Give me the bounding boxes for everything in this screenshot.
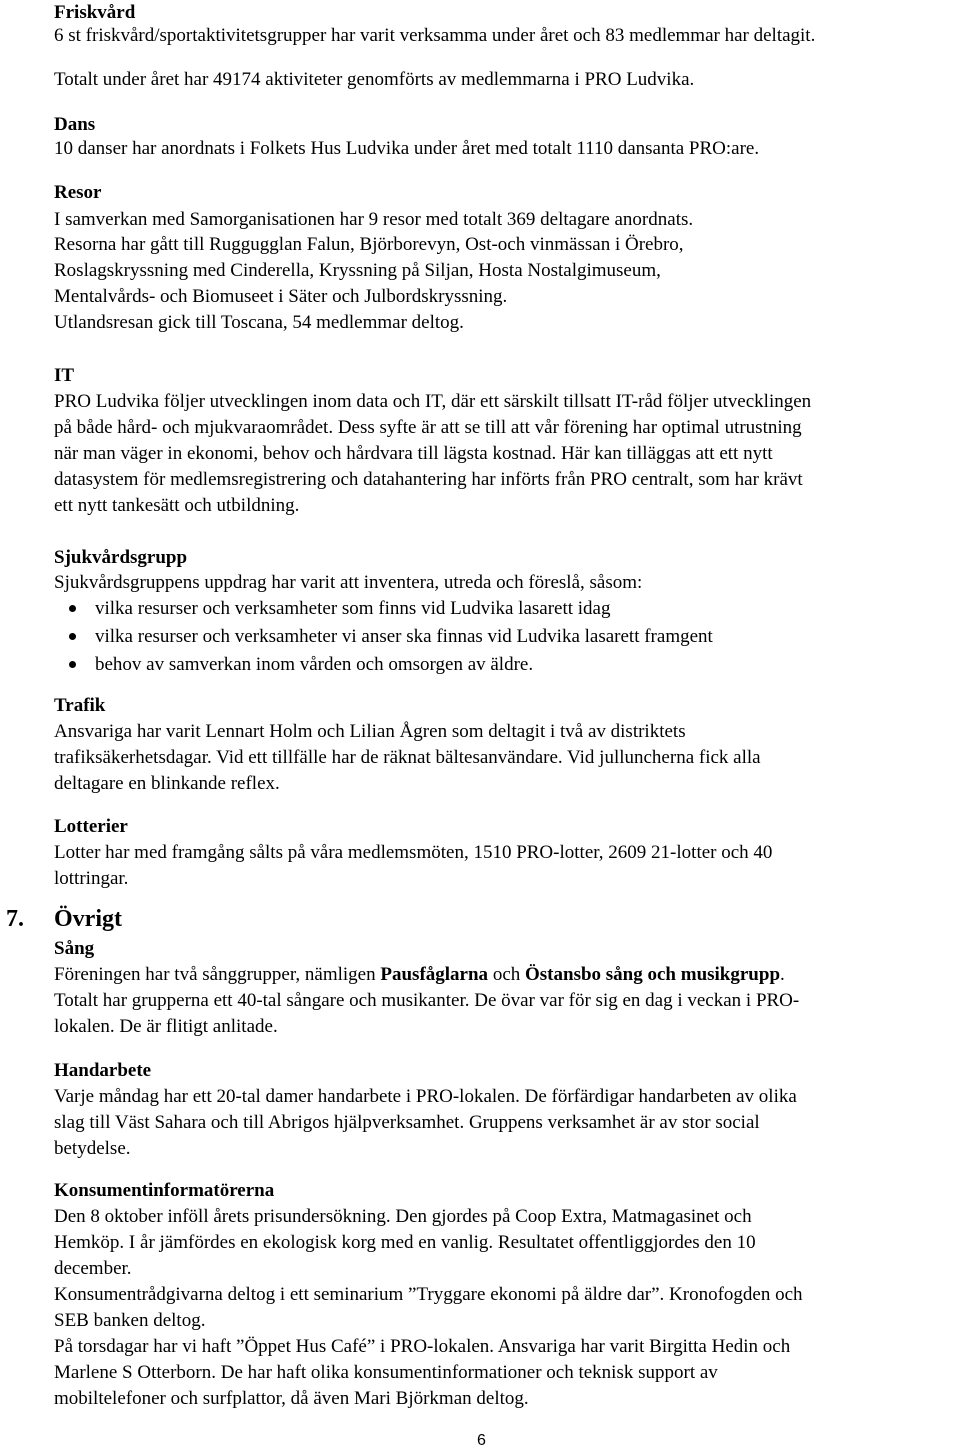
paragraph-line: december. xyxy=(54,1258,132,1279)
paragraph-line: Utlandsresan gick till Toscana, 54 medlemmar deltog. xyxy=(54,312,464,333)
paragraph-line: Marlene S Otterborn. De har haft olika konsumentinformationer och teknisk support av xyxy=(54,1362,718,1383)
text-run: Föreningen har två sånggrupper, nämligen xyxy=(54,964,381,985)
paragraph-line: Ansvariga har varit Lennart Holm och Lilian Ågren som deltagit i två av distriktets xyxy=(54,721,686,742)
paragraph-line: Roslagskryssning med Cinderella, Kryssning på Siljan, Hosta Nostalgimuseum, xyxy=(54,260,661,281)
paragraph-line: I samverkan med Samorganisationen har 9 resor med totalt 369 deltagare anordnats. xyxy=(54,209,694,230)
paragraph-line: Hemköp. I år jämfördes en ekologisk korg med en vanlig. Resultatet offentliggjordes den 10 xyxy=(54,1232,756,1253)
paragraph-line: lottringar. xyxy=(54,868,129,889)
paragraph-line: lokalen. De är flitigt anlitade. xyxy=(54,1016,278,1037)
group-name-ostansbo: Östansbo sång och musikgrupp xyxy=(525,964,781,985)
bullet-icon xyxy=(69,605,76,612)
heading-friskvard: Friskvård xyxy=(54,2,136,23)
paragraph-line: Varje måndag har ett 20-tal damer handarbete i PRO-lokalen. De förfärdigar handarbeten av olika xyxy=(54,1086,797,1107)
bullet-icon xyxy=(69,661,76,668)
heading-it: IT xyxy=(54,365,75,386)
paragraph-line: deltagare en blinkande reflex. xyxy=(54,773,280,794)
paragraph-line: Den 8 oktober inföll årets prisundersökning. Den gjordes på Coop Extra, Matmagasinet och xyxy=(54,1206,752,1227)
page-number: 6 xyxy=(477,1432,486,1449)
list-item: vilka resurser och verksamheter som finns vid Ludvika lasarett idag xyxy=(95,598,611,619)
paragraph-line: slag till Väst Sahara och till Abrigos hjälpverksamhet. Gruppens verksamhet är av stor social xyxy=(54,1112,760,1133)
paragraph-line: Lotter har med framgång sålts på våra medlemsmöten, 1510 PRO-lotter, 2609 21-lotter och 40 xyxy=(54,842,773,863)
bullet-icon xyxy=(69,633,76,640)
heading-dans: Dans xyxy=(54,114,96,135)
list-item: behov av samverkan inom vården och omsorgen av äldre. xyxy=(95,654,534,675)
paragraph-line: Resorna har gått till Ruggugglan Falun, Björborevyn, Ost-och vinmässan i Örebro, xyxy=(54,234,684,255)
paragraph-line xyxy=(54,962,785,988)
heading-konsumentinformatorerna: Konsumentinformatörerna xyxy=(54,1180,275,1201)
paragraph-line: På torsdagar har vi haft ”Öppet Hus Café” i PRO-lokalen. Ansvariga har varit Birgitta Hedin och xyxy=(54,1336,791,1357)
text-run: och xyxy=(488,964,525,985)
heading-resor: Resor xyxy=(54,182,102,203)
heading-sjukvardsgrupp: Sjukvårdsgrupp xyxy=(54,547,188,568)
paragraph-line: när man väger in ekonomi, behov och hårdvara till lägsta kostnad. Här kan tilläggas att ett nytt xyxy=(54,443,773,464)
paragraph-line: Totalt under året har 49174 aktiviteter genomförts av medlemmarna i PRO Ludvika. xyxy=(54,69,695,90)
paragraph-line: datasystem för medlemsregistrering och datahantering har införts från PRO centralt, som har krävt xyxy=(54,469,803,490)
paragraph-line: 10 danser har anordnats i Folkets Hus Ludvika under året med totalt 1110 dansanta PRO:are. xyxy=(54,138,760,159)
group-name-pausfaglarna: Pausfåglarna xyxy=(380,964,489,985)
section-number: 7. xyxy=(6,906,24,932)
heading-sang: Sång xyxy=(54,938,95,959)
heading-handarbete: Handarbete xyxy=(54,1060,152,1081)
paragraph-line: Konsumentrådgivarna deltog i ett seminarium ”Tryggare ekonomi på äldre dar”. Kronofogden och xyxy=(54,1284,803,1305)
section-title: Övrigt xyxy=(54,906,122,932)
paragraph-line: mobiltelefoner och surfplattor, då även Mari Björkman deltog. xyxy=(54,1388,529,1409)
paragraph-line: Totalt har grupperna ett 40-tal sångare och musikanter. De övar var för sig en dag i veckan i PRO- xyxy=(54,990,800,1011)
paragraph-line: 6 st friskvård/sportaktivitetsgrupper har varit verksamma under året och 83 medlemmar har deltagit. xyxy=(54,25,816,46)
paragraph-line: trafiksäkerhetsdagar. Vid ett tillfälle har de räknat bältesanvändare. Vid julluncherna fick alla xyxy=(54,747,761,768)
paragraph-line: på både hård- och mjukvaraområdet. Dess syfte är att se till att vår förening har optimal utrustning xyxy=(54,417,802,438)
paragraph-line: Sjukvårdsgruppens uppdrag har varit att inventera, utreda och föreslå, såsom: xyxy=(54,572,643,593)
text-run: . xyxy=(780,964,785,985)
heading-lotterier: Lotterier xyxy=(54,816,128,837)
paragraph-line: betydelse. xyxy=(54,1138,131,1159)
heading-trafik: Trafik xyxy=(54,695,106,716)
paragraph-line: PRO Ludvika följer utvecklingen inom data och IT, där ett särskilt tillsatt IT-råd följer utvecklingen xyxy=(54,391,812,412)
list-item: vilka resurser och verksamheter vi anser ska finnas vid Ludvika lasarett framgent xyxy=(95,626,713,647)
paragraph-line: SEB banken deltog. xyxy=(54,1310,206,1331)
paragraph-line: ett nytt tankesätt och utbildning. xyxy=(54,495,300,516)
paragraph-line: Mentalvårds- och Biomuseet i Säter och Julbordskryssning. xyxy=(54,286,508,307)
